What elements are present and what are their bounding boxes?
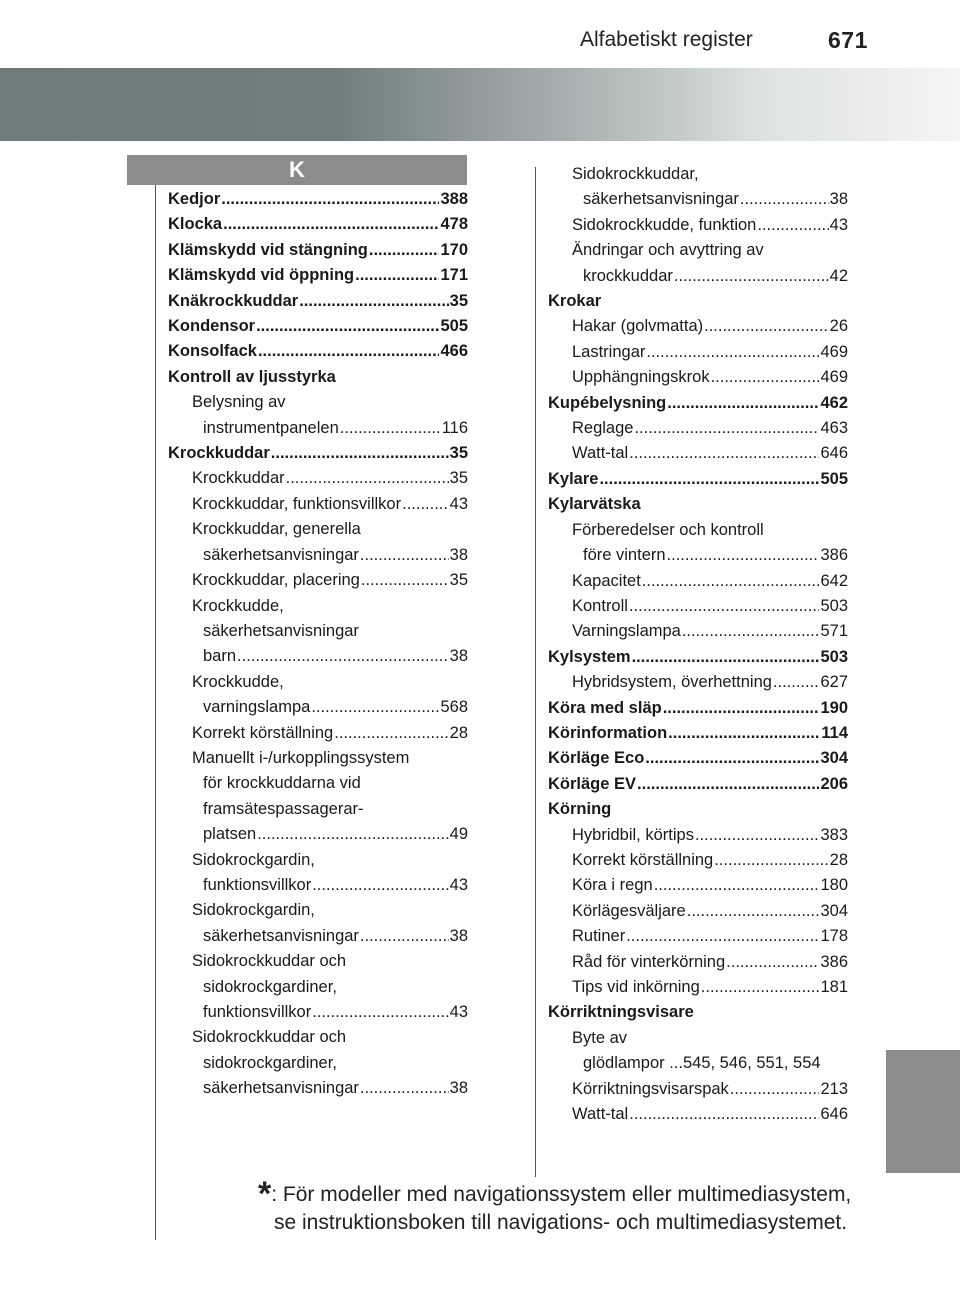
index-entry-label: sidokrockgardiner, <box>203 1053 337 1072</box>
footnote-line-1: : För modeller med navigationssystem eller multimediasystem, <box>271 1183 852 1206</box>
index-entry-page: 466 <box>440 342 468 361</box>
index-entry <box>548 289 848 314</box>
index-entry-label: Ändringar och avyttring av <box>572 241 764 260</box>
index-entry <box>548 1026 848 1077</box>
index-entry-label: Belysning av <box>192 393 286 412</box>
index-entry-label: för krockkuddarna vid <box>203 774 361 793</box>
leader-dots <box>626 924 819 949</box>
index-entry-page: 469 <box>820 342 848 361</box>
index-entry-label: Kontroll <box>572 596 628 615</box>
index-entry-label: Sidokrockgardin, <box>192 850 315 869</box>
index-entry-page: 170 <box>440 240 468 259</box>
index-entry-label: krockkuddar <box>583 266 673 285</box>
leader-dots <box>360 543 449 568</box>
index-entry-page: 35 <box>449 571 468 590</box>
index-entry-page: 116 <box>441 418 468 437</box>
index-entry-page: 28 <box>449 723 468 742</box>
leader-dots <box>646 340 819 365</box>
index-entry <box>548 950 848 975</box>
index-entry-page: 38 <box>449 926 468 945</box>
index-entry <box>548 1000 848 1025</box>
leader-dots <box>221 187 439 212</box>
index-entry-page: 627 <box>820 673 848 692</box>
column-divider-right <box>535 167 536 1177</box>
index-entry <box>168 289 468 314</box>
leader-dots <box>701 975 820 1000</box>
leader-dots <box>629 1102 819 1127</box>
index-entry <box>168 238 468 263</box>
index-entry-page: 35 <box>449 291 468 310</box>
index-entry <box>168 746 468 848</box>
index-entry <box>168 441 468 466</box>
index-entry-label: Råd för vinterkörning <box>572 952 726 971</box>
leader-dots <box>355 263 439 288</box>
section-name: Alfabetiskt register <box>580 28 753 51</box>
section-letter-header: K <box>127 155 467 185</box>
index-entry-label: Upphängningskrok <box>572 368 710 387</box>
index-entry-page: 181 <box>820 978 848 996</box>
index-entry-page: 469 <box>820 368 848 387</box>
index-entry <box>168 721 468 746</box>
index-entry-label: Förberedelser och kontroll <box>572 520 764 539</box>
index-entry <box>548 441 848 466</box>
index-entry-label: Krockkudde, <box>192 672 284 691</box>
index-entry <box>168 390 468 441</box>
leader-dots <box>256 314 439 339</box>
index-entry-page: 28 <box>829 850 848 869</box>
index-entry-label: platsen <box>203 825 257 844</box>
leader-dots <box>711 365 820 390</box>
leader-dots <box>637 772 819 797</box>
index-entry <box>168 594 468 670</box>
index-entry-page: 642 <box>820 571 848 590</box>
index-entry <box>548 696 848 721</box>
leader-dots <box>258 339 440 364</box>
index-entry-label: Kylare <box>548 469 599 488</box>
leader-dots <box>730 1077 820 1102</box>
header-banner <box>0 68 960 141</box>
leader-dots <box>312 1000 448 1025</box>
index-entry-label: Varningslampa <box>572 622 681 641</box>
index-entry-label: Körning <box>548 800 612 819</box>
index-entry-label: Krockkudde, <box>192 596 284 615</box>
index-entry-label: Kylsystem <box>548 647 631 666</box>
index-entry <box>548 213 848 238</box>
index-entry-page: 213 <box>820 1079 848 1098</box>
index-entry-label: Körläge EV <box>548 774 637 793</box>
index-entry-page: 178 <box>820 927 848 946</box>
thumb-index-tab <box>886 1050 960 1173</box>
leader-dots <box>237 644 449 669</box>
index-entry-label: Klocka <box>168 215 223 234</box>
index-entry-label: Sidokrockkudde, funktion <box>572 215 757 234</box>
index-entry-label: säkerhetsanvisningar <box>203 926 359 945</box>
index-entry <box>548 1102 848 1127</box>
index-entry-label: Tips vid inkörning <box>572 978 700 996</box>
index-column-left <box>168 187 468 1102</box>
index-entry <box>548 899 848 924</box>
index-entry-label: Watt-tal <box>572 1105 629 1124</box>
index-entry-page: 388 <box>440 190 468 208</box>
index-entry <box>168 314 468 339</box>
footnote-line-2: se instruktionsboken till navigations- och multimediasystemet. <box>274 1211 848 1234</box>
index-entry-label: Sidokrockkuddar och <box>192 952 347 971</box>
index-entry-page: 571 <box>820 622 848 641</box>
index-entry-label: framsätespassagerar- <box>203 799 364 818</box>
index-entry-label: Hybridsystem, överhettning <box>572 673 772 692</box>
index-entry <box>548 467 848 492</box>
index-entry-page: 38 <box>449 1079 468 1098</box>
index-entry-label: Konsolfack <box>168 342 257 361</box>
leader-dots <box>714 848 828 873</box>
index-entry <box>548 391 848 416</box>
index-entry-page: 35 <box>449 444 468 463</box>
index-entry-label: Hybridbil, körtips <box>572 825 694 844</box>
index-entry <box>548 848 848 873</box>
index-entry-label: säkerhetsanvisningar <box>203 1079 359 1098</box>
leader-dots <box>773 670 820 695</box>
index-entry <box>548 975 848 1000</box>
index-entry-page: 190 <box>820 698 848 717</box>
index-entry <box>548 314 848 339</box>
leader-dots <box>361 568 449 593</box>
leader-dots <box>642 569 820 594</box>
footnote-marker: * <box>258 1175 272 1213</box>
index-entry-label: Byte av <box>572 1028 628 1047</box>
index-entry-page: 383 <box>820 825 848 844</box>
index-entry-label: Kedjor <box>168 190 221 208</box>
leader-dots <box>634 416 819 441</box>
index-entry-label: Kupébelysning <box>548 393 667 412</box>
index-entry <box>548 772 848 797</box>
index-entry <box>548 365 848 390</box>
index-entry-label: Körläge Eco <box>548 749 645 768</box>
leader-dots <box>402 492 449 517</box>
index-entry-page: 463 <box>820 419 848 438</box>
index-entry-label: säkerhetsanvisningar <box>203 621 359 640</box>
index-entry <box>168 1025 468 1101</box>
leader-dots <box>667 543 820 568</box>
index-column-right <box>548 162 848 1127</box>
index-entry-label: Körlägesväljare <box>572 901 686 920</box>
leader-dots <box>687 899 820 924</box>
leader-dots <box>334 721 448 746</box>
index-entry-label: Krockkuddar <box>192 469 285 488</box>
index-entry-label: Sidokrockgardin, <box>192 901 315 920</box>
index-entry <box>168 365 468 390</box>
index-entry-label: Sidokrockkuddar, <box>572 165 699 183</box>
leader-dots <box>312 873 448 898</box>
index-entry-label: Kylarvätska <box>548 495 641 514</box>
index-entry-page: 171 <box>440 266 468 285</box>
leader-dots <box>223 212 439 237</box>
index-entry-label: Knäkrockkuddar <box>168 291 299 310</box>
index-entry-label: glödlampor ...545, 546, 551, 554 <box>583 1054 821 1073</box>
index-entry <box>548 924 848 949</box>
index-entry-label: Watt-tal <box>572 444 629 463</box>
index-entry-page: 43 <box>449 1003 468 1021</box>
leader-dots <box>299 289 448 314</box>
index-entry-page: 43 <box>829 215 848 234</box>
index-entry-label: barn <box>203 647 237 666</box>
index-entry <box>548 569 848 594</box>
index-entry <box>168 466 468 491</box>
index-entry-label: sidokrockgardiner, <box>203 977 337 996</box>
index-entry <box>168 517 468 568</box>
leader-dots <box>667 391 819 416</box>
column-divider-left <box>155 185 156 1240</box>
leader-dots <box>682 619 820 644</box>
index-entry <box>548 619 848 644</box>
index-entry-label: varningslampa <box>203 698 311 717</box>
index-entry <box>548 670 848 695</box>
index-entry-page: 35 <box>449 469 468 488</box>
index-entry-page: 180 <box>820 876 848 895</box>
index-entry <box>168 949 468 1025</box>
index-entry <box>548 238 848 289</box>
leader-dots <box>369 238 440 263</box>
index-entry-label: Körinformation <box>548 723 668 742</box>
index-entry-page: 386 <box>820 952 848 971</box>
index-entry-page: 43 <box>449 875 468 894</box>
index-entry-page: 49 <box>449 825 468 844</box>
index-entry-page: 568 <box>440 698 468 717</box>
index-entry-page: 38 <box>449 647 468 666</box>
leader-dots <box>674 264 829 289</box>
index-entry-label: Klämskydd vid öppning <box>168 266 355 285</box>
leader-dots <box>668 721 820 746</box>
index-entry-label: Kapacitet <box>572 571 641 590</box>
index-entry-label: Korrekt körställning <box>192 723 334 742</box>
index-entry-label: Kondensor <box>168 317 256 336</box>
index-entry <box>168 898 468 949</box>
index-entry-page: 304 <box>820 901 848 920</box>
index-entry <box>548 162 848 213</box>
footnote <box>258 1175 858 1237</box>
index-entry-label: Krockkuddar, funktionsvillkor <box>192 494 402 513</box>
index-entry <box>548 797 848 822</box>
index-entry <box>548 594 848 619</box>
index-entry-label: Lastringar <box>572 342 646 361</box>
index-entry-label: Hakar (golvmatta) <box>572 317 704 336</box>
index-entry-label: Köra med släp <box>548 698 662 717</box>
index-entry-label: instrumentpanelen <box>203 418 339 437</box>
index-entry <box>168 263 468 288</box>
index-entry-page: 42 <box>829 266 848 285</box>
index-entry-label: säkerhetsanvisningar <box>583 190 739 209</box>
index-entry-label: Korrekt körställning <box>572 850 714 869</box>
leader-dots <box>271 441 449 466</box>
index-entry-label: Rutiner <box>572 927 626 946</box>
leader-dots <box>311 695 439 720</box>
page-number: 671 <box>828 27 868 53</box>
leader-dots <box>360 1076 449 1101</box>
index-entry-label: Krockkuddar <box>168 444 270 463</box>
index-entry <box>548 721 848 746</box>
index-entry-label: funktionsvillkor <box>203 1003 312 1021</box>
index-entry-label: Manuellt i-/urkopplingssystem <box>192 748 410 767</box>
leader-dots <box>360 924 449 949</box>
index-entry-label: Krockkuddar, generella <box>192 520 361 539</box>
index-entry-page: 478 <box>440 215 468 234</box>
index-entry-label: Körriktningsvisare <box>548 1003 694 1022</box>
index-entry-label: Sidokrockkuddar och <box>192 1028 347 1047</box>
leader-dots <box>663 696 820 721</box>
leader-dots <box>695 823 820 848</box>
leader-dots <box>599 467 819 492</box>
index-entry <box>168 212 468 237</box>
index-entry-page: 503 <box>820 596 848 615</box>
index-entry-page: 646 <box>820 1105 848 1124</box>
index-entry-page: 114 <box>821 723 848 742</box>
index-entry <box>548 746 848 771</box>
leader-dots <box>629 441 819 466</box>
leader-dots <box>726 950 819 975</box>
index-entry-label: Klämskydd vid stängning <box>168 240 368 259</box>
leader-dots <box>340 416 441 441</box>
index-entry <box>548 416 848 441</box>
index-entry <box>548 823 848 848</box>
index-entry <box>168 187 468 212</box>
index-entry <box>548 873 848 898</box>
leader-dots <box>654 873 820 898</box>
leader-dots <box>757 213 828 238</box>
index-entry-page: 206 <box>820 774 848 793</box>
index-entry <box>168 848 468 899</box>
index-entry-page: 38 <box>449 545 468 564</box>
leader-dots <box>257 822 448 847</box>
leader-dots <box>629 594 820 619</box>
leader-dots <box>740 187 829 212</box>
index-entry-page: 646 <box>820 444 848 463</box>
index-entry-label: funktionsvillkor <box>203 875 312 894</box>
index-entry <box>168 670 468 721</box>
index-entry <box>168 492 468 517</box>
index-entry <box>548 645 848 670</box>
index-entry-label: säkerhetsanvisningar <box>203 545 359 564</box>
index-entry-label: Krockkuddar, placering <box>192 571 360 590</box>
index-entry-page: 505 <box>440 317 468 336</box>
index-entry-label: Körriktningsvisarspak <box>572 1079 729 1098</box>
index-entry-page: 503 <box>820 647 848 666</box>
index-entry-page: 38 <box>829 190 848 209</box>
index-entry-page: 505 <box>820 469 848 488</box>
leader-dots <box>632 645 820 670</box>
index-entry <box>548 518 848 569</box>
index-entry-page: 386 <box>820 546 848 565</box>
index-entry <box>168 568 468 593</box>
index-entry <box>548 1077 848 1102</box>
index-entry-page: 462 <box>820 393 848 412</box>
index-entry-label: Kontroll av ljusstyrka <box>168 367 336 386</box>
index-entry-page: 43 <box>449 494 468 513</box>
leader-dots <box>704 314 829 339</box>
index-entry <box>548 340 848 365</box>
index-entry <box>548 492 848 517</box>
index-entry-label: före vintern <box>583 546 666 565</box>
index-entry-label: Köra i regn <box>572 876 653 895</box>
index-entry-label: Reglage <box>572 419 634 438</box>
leader-dots <box>286 466 449 491</box>
index-entry-page: 26 <box>829 317 848 336</box>
index-entry-page: 304 <box>820 749 848 768</box>
index-entry <box>168 339 468 364</box>
index-entry-label: Krokar <box>548 292 602 311</box>
leader-dots <box>645 746 819 771</box>
